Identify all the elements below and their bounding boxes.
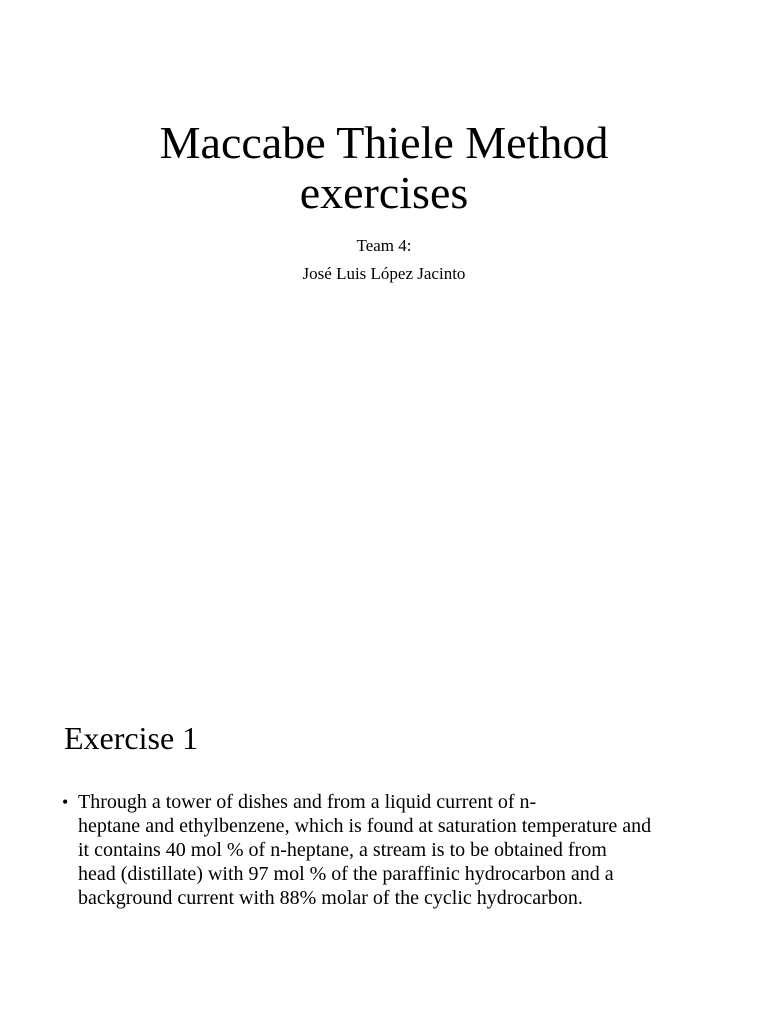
author-name: José Luis López Jacinto	[302, 264, 466, 283]
statement-line: it contains 40 mol % of n-heptane, a stream is to be obtained from	[78, 839, 607, 861]
statement-line: head (distillate) with 97 mol % of the paraffinic hydrocarbon and a	[78, 863, 614, 885]
exercise-slide	[0, 690, 768, 1024]
statement-line: Through a tower of dishes and from a liquid current of n-	[78, 791, 537, 813]
statement-line: background current with 88% molar of the cyclic hydrocarbon.	[78, 887, 583, 909]
bullet-icon: •	[62, 792, 69, 812]
team-label: Team 4:	[356, 236, 412, 255]
title-line-1: Maccabe Thiele Method	[159, 117, 609, 168]
exercise-heading: Exercise 1	[64, 720, 199, 756]
statement-line: heptane and ethylbenzene, which is found at saturation temperature and	[78, 815, 652, 837]
slide-title	[0, 118, 768, 218]
title-line-2: exercises	[299, 167, 469, 218]
list-item	[62, 790, 712, 910]
bullet-list	[62, 790, 712, 910]
exercise-statement	[78, 790, 712, 910]
